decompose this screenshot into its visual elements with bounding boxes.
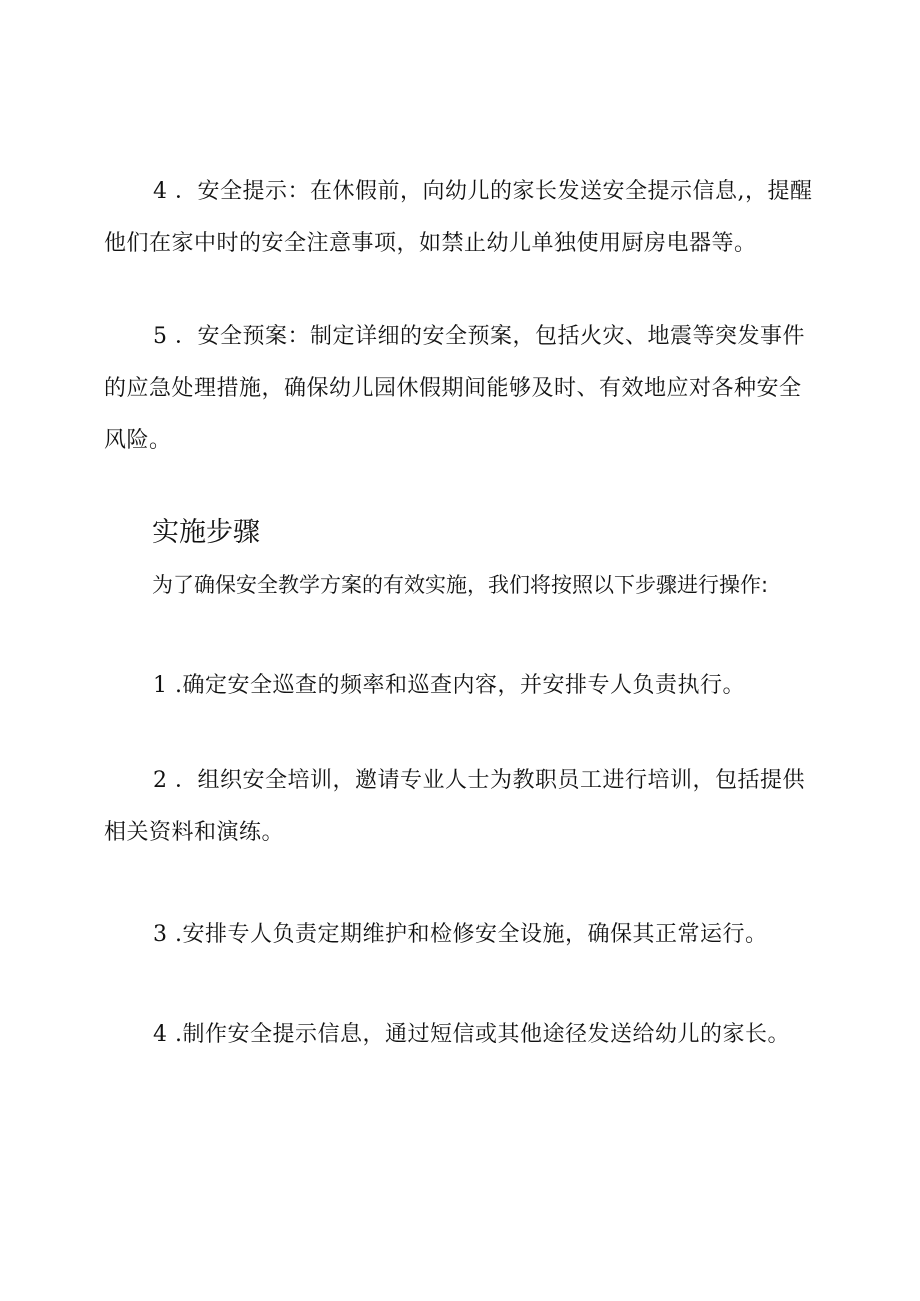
paragraph-safety-plan: 5 ．安全预案：制定详细的安全预案，包括火灾、地震等突发事件的应急处理措施，确保幼儿园休假期间能够及时、有效地应对各种安全风险。	[104, 324, 805, 453]
step-item-3: 3 .安排专人负责定期维护和检修安全设施，确保其正常运行。	[153, 922, 768, 947]
implementation-intro: 为了确保安全教学方案的有效实施，我们将按照以下步骤进行操作:	[152, 573, 769, 597]
step-item-4: 4 .制作安全提示信息，通过短信或其他途径发送给幼儿的家长。	[153, 1022, 790, 1047]
section-heading-implementation: 实施步骤	[152, 517, 260, 548]
step-item-1: 1 .确定安全巡查的频率和巡查内容，并安排专人负责执行。	[153, 673, 745, 698]
step-item-2: 2 ．组织安全培训，邀请专业人士为教职员工进行培训，包括提供相关资料和演练。	[104, 768, 805, 845]
paragraph-safety-tips: 4 ．安全提示：在休假前，向幼儿的家长发送安全提示信息,，提醒他们在家中时的安全注意事项，如禁止幼儿单独使用厨房电器等。	[104, 179, 813, 256]
